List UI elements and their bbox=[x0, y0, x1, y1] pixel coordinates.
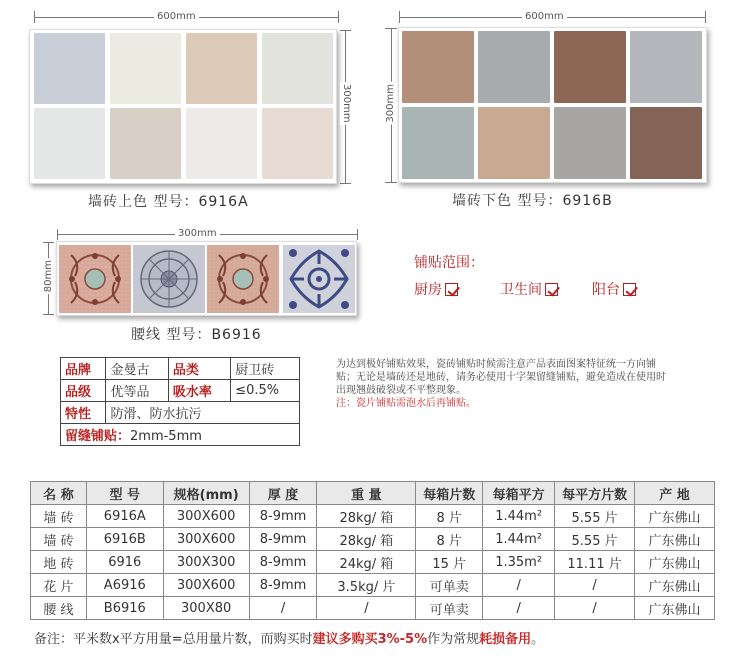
waist-tile-2 bbox=[133, 245, 205, 313]
table-cell: 腰 线 bbox=[31, 597, 87, 620]
dim-height-label-c: 80mm bbox=[43, 260, 54, 293]
spec-key: 特性 bbox=[61, 402, 106, 424]
waist-pattern bbox=[57, 242, 356, 315]
spec-gap-row bbox=[61, 424, 300, 446]
table-cell: A6916 bbox=[86, 574, 163, 597]
scope-item-label: 卫生间 bbox=[500, 282, 542, 298]
column-header: 重 量 bbox=[317, 482, 416, 505]
dim-height-label-a: 300mm bbox=[341, 84, 352, 123]
spec-key: 品级 bbox=[61, 380, 106, 402]
dim-tick bbox=[340, 30, 351, 31]
table-cell: 5.55 片 bbox=[555, 505, 635, 528]
table-cell: 1.44m² bbox=[483, 505, 555, 528]
table-row bbox=[31, 597, 715, 620]
spec-key: 留缝铺贴： bbox=[65, 429, 131, 444]
spec-value: 金曼古 bbox=[106, 358, 168, 380]
waist-tile-1 bbox=[59, 245, 131, 313]
column-header: 厚 度 bbox=[249, 482, 317, 505]
table-row bbox=[31, 574, 715, 597]
dim-width-label-a: 600mm bbox=[154, 11, 199, 23]
spec-key: 品牌 bbox=[61, 358, 106, 380]
spec-key: 品类 bbox=[168, 358, 230, 380]
table-cell: 300X600 bbox=[163, 574, 249, 597]
spec-key: 吸水率 bbox=[168, 380, 230, 402]
spec-value: 防滑、防水抗污 bbox=[106, 402, 300, 424]
install-note bbox=[336, 358, 666, 410]
product-table bbox=[30, 481, 715, 620]
spec-value: ≤0.5% bbox=[231, 380, 300, 402]
table-cell: 6916A bbox=[86, 505, 163, 528]
spec-value: 2mm-5mm bbox=[130, 429, 202, 444]
spec-value: 优等品 bbox=[106, 380, 168, 402]
column-header: 每平方片数 bbox=[555, 482, 635, 505]
dim-tick bbox=[57, 229, 58, 240]
tile-swatch bbox=[262, 33, 333, 104]
tile-swatch bbox=[402, 31, 474, 103]
table-cell: 8-9mm bbox=[249, 551, 317, 574]
table-cell: / bbox=[555, 597, 635, 620]
scope-item-kitchen bbox=[414, 279, 458, 299]
check-icon bbox=[623, 283, 636, 296]
column-header: 型 号 bbox=[86, 482, 163, 505]
tile-swatch bbox=[402, 107, 474, 179]
check-icon bbox=[445, 283, 458, 296]
table-cell: 可单卖 bbox=[416, 574, 483, 597]
waist-tile-4 bbox=[283, 245, 355, 313]
table-row bbox=[31, 528, 715, 551]
dim-tick bbox=[705, 11, 706, 23]
waist-tile-3 bbox=[207, 245, 279, 313]
table-row bbox=[31, 505, 715, 528]
table-row bbox=[31, 551, 715, 574]
tile-swatch bbox=[630, 107, 702, 179]
tile-swatch bbox=[34, 33, 105, 104]
table-cell: 1.35m² bbox=[483, 551, 555, 574]
dim-tick bbox=[43, 314, 54, 315]
dim-width-label-c: 300mm bbox=[175, 228, 220, 240]
waist-tile-panel bbox=[56, 241, 357, 316]
caption-6916b: 墙砖下色 型号：6916B bbox=[452, 193, 613, 209]
table-cell: 28kg/ 箱 bbox=[317, 528, 416, 551]
table-cell: 6916B bbox=[86, 528, 163, 551]
scope-title: 铺贴范围： bbox=[414, 255, 484, 271]
install-note-text: 为达到极好铺贴效果，瓷砖铺贴时候需注意产品表面图案特征统一方向铺贴；无论是墙砖还是地砖，请务必使用十字架留缝铺贴，避免造成在使用时出现翘鼓破裂或不平整现象。 bbox=[336, 359, 666, 396]
table-cell: 24kg/ 箱 bbox=[317, 551, 416, 574]
table-cell: 广东佛山 bbox=[635, 551, 715, 574]
footer-emph-spare: 耗损备用 bbox=[479, 632, 532, 647]
table-cell: 300X300 bbox=[163, 551, 249, 574]
scope-item-label: 厨房 bbox=[414, 282, 442, 298]
table-header-row bbox=[31, 482, 715, 505]
dim-tick bbox=[385, 182, 397, 183]
spec-table bbox=[60, 357, 300, 446]
table-cell: 8-9mm bbox=[249, 528, 317, 551]
table-cell: 广东佛山 bbox=[635, 528, 715, 551]
table-cell: 8 片 bbox=[416, 505, 483, 528]
table-cell: 3.5kg/ 片 bbox=[317, 574, 416, 597]
tile-swatch bbox=[262, 108, 333, 179]
table-cell: 300X80 bbox=[163, 597, 249, 620]
scope-item-balcony bbox=[592, 279, 636, 299]
column-header: 名 称 bbox=[31, 482, 87, 505]
table-cell: 8 片 bbox=[416, 528, 483, 551]
tile-swatch bbox=[186, 108, 257, 179]
tile-swatch bbox=[478, 107, 550, 179]
table-cell: / bbox=[483, 597, 555, 620]
table-cell: 15 片 bbox=[416, 551, 483, 574]
dim-tick bbox=[43, 242, 54, 243]
table-cell: 5.55 片 bbox=[555, 528, 635, 551]
table-cell: 11.11 片 bbox=[555, 551, 635, 574]
column-header: 每箱片数 bbox=[416, 482, 483, 505]
table-cell: / bbox=[483, 574, 555, 597]
footer-emph-buy-more: 建议多购买3%-5% bbox=[312, 632, 428, 647]
tile-swatch bbox=[34, 108, 105, 179]
footer-note bbox=[34, 628, 544, 647]
spec-value: 厨卫砖 bbox=[231, 358, 300, 380]
dim-tick bbox=[357, 229, 358, 240]
table-cell: 6916 bbox=[86, 551, 163, 574]
install-note-warning: 注：瓷片铺贴需泡水后再铺贴。 bbox=[336, 398, 476, 409]
tile-swatch bbox=[630, 31, 702, 103]
dim-width-label-b: 600mm bbox=[522, 11, 567, 23]
tile-swatch bbox=[554, 31, 626, 103]
table-cell: 1.44m² bbox=[483, 528, 555, 551]
column-header: 产 地 bbox=[635, 482, 715, 505]
table-cell: 8-9mm bbox=[249, 505, 317, 528]
tile-swatch bbox=[478, 31, 550, 103]
table-cell: 8-9mm bbox=[249, 574, 317, 597]
table-cell: 墙 砖 bbox=[31, 505, 87, 528]
table-cell: 花 片 bbox=[31, 574, 87, 597]
table-cell: 广东佛山 bbox=[635, 597, 715, 620]
caption-b6916: 腰线 型号：B6916 bbox=[131, 327, 262, 343]
tile-swatch bbox=[186, 33, 257, 104]
table-cell: 广东佛山 bbox=[635, 505, 715, 528]
table-cell: 300X600 bbox=[163, 528, 249, 551]
table-cell: 300X600 bbox=[163, 505, 249, 528]
dim-height-label-b: 300mm bbox=[385, 84, 396, 123]
check-icon bbox=[545, 283, 558, 296]
tile-swatch bbox=[110, 33, 181, 104]
wall-tile-lower-panel bbox=[398, 27, 707, 183]
dim-tick bbox=[399, 11, 400, 23]
column-header: 规格(mm) bbox=[163, 482, 249, 505]
wall-tile-upper-panel bbox=[29, 29, 337, 184]
dim-tick bbox=[385, 28, 397, 29]
footer-mid: 作为常规 bbox=[427, 632, 480, 647]
table-cell: 可单卖 bbox=[416, 597, 483, 620]
column-header: 每箱平方 bbox=[483, 482, 555, 505]
table-cell: 广东佛山 bbox=[635, 574, 715, 597]
tile-swatch bbox=[554, 107, 626, 179]
footer-prefix: 备注：平米数x平方用量=总用量片数，而购买时 bbox=[34, 632, 313, 647]
table-cell: B6916 bbox=[86, 597, 163, 620]
table-cell: / bbox=[555, 574, 635, 597]
table-cell: 墙 砖 bbox=[31, 528, 87, 551]
table-cell: 28kg/ 箱 bbox=[317, 505, 416, 528]
tile-swatch bbox=[110, 108, 181, 179]
table-body bbox=[31, 505, 715, 620]
dim-tick bbox=[34, 11, 35, 23]
footer-suffix: 。 bbox=[531, 632, 545, 647]
scope-item-bathroom bbox=[500, 279, 558, 299]
caption-6916a: 墙砖上色 型号：6916A bbox=[88, 194, 249, 210]
dim-tick bbox=[340, 183, 351, 184]
dim-tick bbox=[338, 11, 339, 23]
table-cell: / bbox=[249, 597, 317, 620]
table-cell: / bbox=[317, 597, 416, 620]
scope-item-label: 阳台 bbox=[592, 282, 620, 298]
table-cell: 地 砖 bbox=[31, 551, 87, 574]
